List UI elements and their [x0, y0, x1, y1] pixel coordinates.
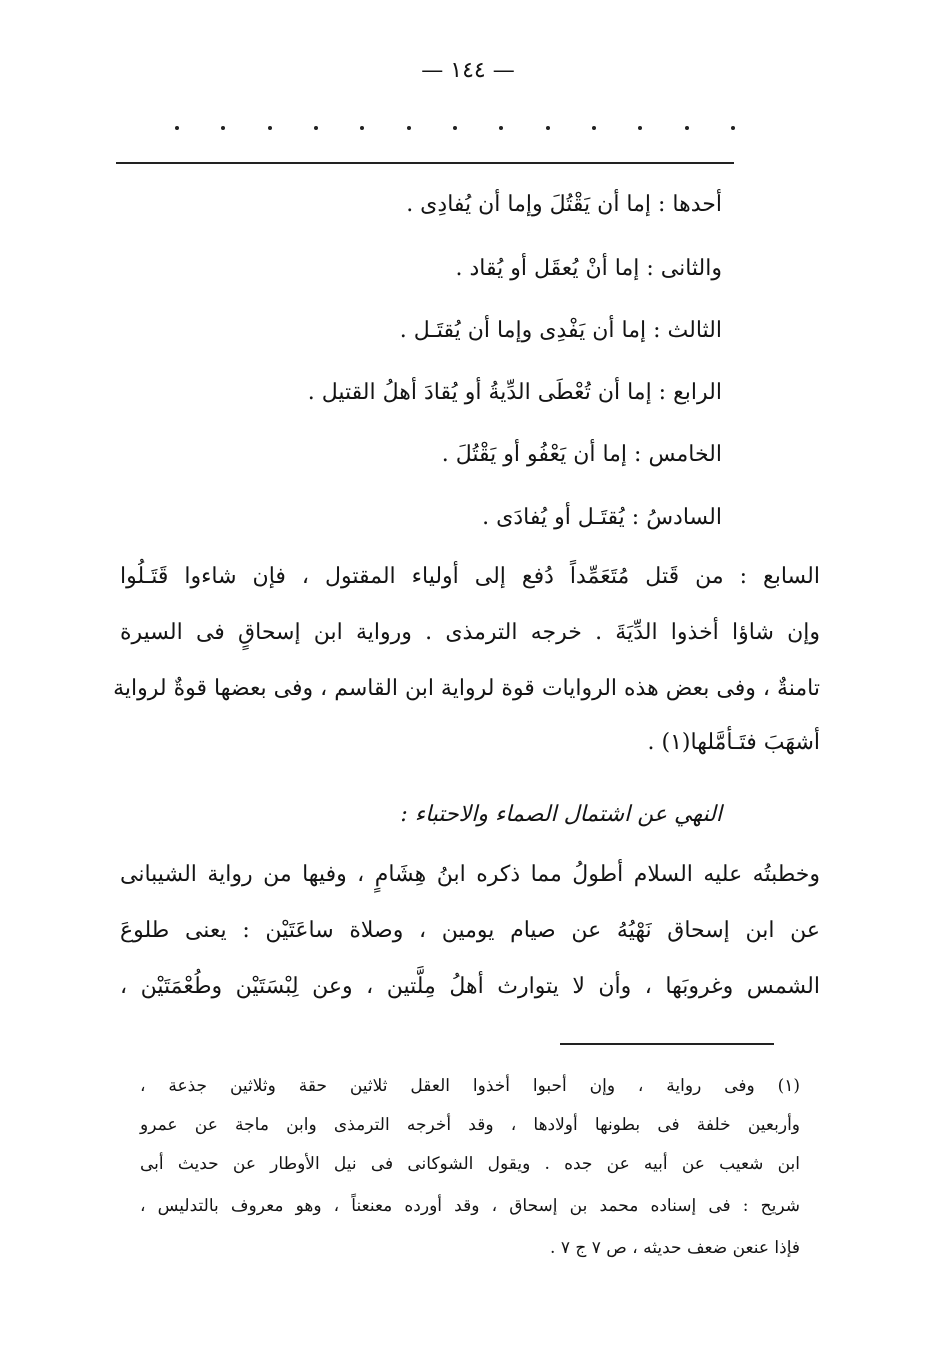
- dot: [453, 126, 457, 130]
- dot: [268, 126, 272, 130]
- dot: [360, 126, 364, 130]
- list-item-3: الثالث : إما أن يَفْدِى وإما أن يُقتَـل .: [399, 318, 722, 343]
- dot: [638, 126, 642, 130]
- header-rule: [116, 162, 734, 164]
- list-item-1: أحدها : إما أن يَقْتُلَ وإما أن يُفادِى .: [406, 192, 722, 217]
- dot: [499, 126, 503, 130]
- dot: [314, 126, 318, 130]
- paragraph-two-line-2: عن ابن إسحاق نَهْيُهُ عن صيام يومين ، وصلاة ساعَتَيْن : يعنى طلوعَ: [120, 918, 820, 943]
- footnote-line-1: (١) وفى رواية ، وإن أحبوا أخذوا العقل ثلاثين حقة وثلاثين جذعة ،: [140, 1076, 800, 1096]
- footnote-line-2: وأربعين خلفة فى بطونها أولادها ، وقد أخرجه الترمذى وابن ماجة عن عمرو: [140, 1115, 800, 1135]
- paragraph-two-line-3: الشمس وغروبَها ، وأن لا يتوارث أهلُ مِلَّتين ، وعن لِبْسَتَيْن وطُعْمَتَيْن ،: [120, 974, 820, 999]
- section-heading: النهي عن اشتمال الصماء والاحتباء :: [400, 802, 722, 827]
- list-item-6: السادسُ : يُقتَـل أو يُفادَى .: [482, 505, 722, 530]
- paragraph-two-line-1: وخطبتُه عليه السلام أطولُ مما ذكره ابنُ هِشَامٍ ، وفيها من رواية الشيبانى: [120, 862, 820, 887]
- paragraph-one-line-2: وإن شاؤا أخذوا الدِّيَةَ . خرجه الترمذى . ورواية ابن إسحاقٍ فى السيرة: [120, 620, 820, 645]
- dot: [685, 126, 689, 130]
- paragraph-one-line-3: تامنةٌ ، وفى بعض هذه الروايات قوة لرواية ابن القاسم ، وفى بعضها قوةٌ لرواية: [113, 676, 820, 701]
- list-item-2: والثانى : إما أنْ يُعقَل أو يُقاد .: [455, 256, 722, 281]
- list-item-5: الخامس : إما أن يَعْفُو أو يَقْتُلَ .: [441, 442, 722, 467]
- dot: [175, 126, 179, 130]
- dot: [546, 126, 550, 130]
- footnote-line-4: شريح : فى إسناده محمد بن إسحاق ، وقد أورده معنعناً ، وهو معروف بالتدليس ،: [140, 1196, 800, 1216]
- dot: [592, 126, 596, 130]
- dot: [221, 126, 225, 130]
- list-item-4: الرابع : إما أن تُعْطَى الدِّيةُ أو يُقادَ أهلُ القتيل .: [307, 380, 722, 405]
- dot: [407, 126, 411, 130]
- footnote-rule: [560, 1043, 774, 1045]
- footnote-line-5: فإذا عنعن ضعف حديثه ، ص ٧ ج ٧ .: [550, 1238, 800, 1258]
- footnote-line-3: ابن شعيب عن أبيه عن جده . ويقول الشوكانى فى نيل الأوطار عن حديث أبى: [140, 1154, 800, 1174]
- page-number: — ١٤٤ —: [421, 58, 515, 83]
- ellipsis-dots: [175, 126, 735, 130]
- paragraph-one-line-1: السابع : من قَتل مُتَعَمِّداً دُفع إلى أولياء المقتول ، فإن شاءوا قَتَـلُوا: [120, 564, 820, 589]
- paragraph-one-line-4: أشهَبَ فتَـأمَّلها(١) .: [647, 730, 820, 755]
- dot: [731, 126, 735, 130]
